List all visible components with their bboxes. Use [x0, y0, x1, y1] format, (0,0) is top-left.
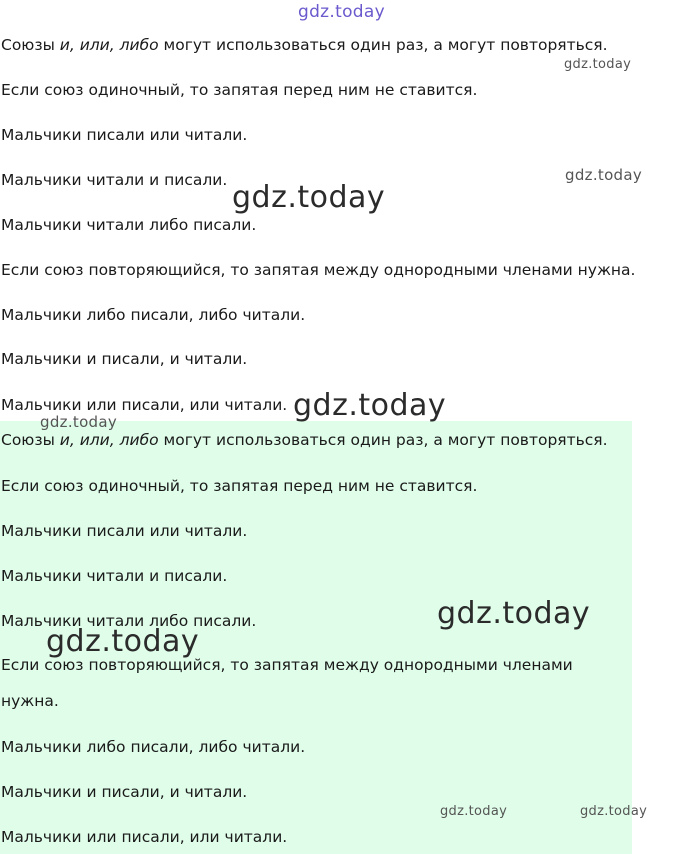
example-sentence: Мальчики либо писали, либо читали.: [1, 306, 306, 324]
example-sentence: Мальчики и писали, и читали.: [1, 350, 248, 368]
example-sentence: Мальчики и писали, и читали.: [1, 783, 248, 801]
watermark: gdz.today: [46, 624, 200, 659]
rule-paragraph: Если союз повторяющийся, то запятая между однородными членами нужна.: [1, 656, 573, 710]
watermark: gdz.today: [565, 166, 643, 184]
example-sentence: Мальчики писали или читали.: [1, 126, 248, 144]
rule-paragraph: Если союз одиночный, то запятая перед ним не ставится.: [1, 81, 478, 99]
rule-paragraph: Если союз повторяющийся, то запятая между однородными членами нужна.: [1, 261, 636, 279]
rule-paragraph: Если союз одиночный, то запятая перед ним не ставится.: [1, 477, 478, 495]
watermark: gdz.today: [40, 413, 118, 431]
rule-paragraph: [1, 35, 608, 55]
watermark: gdz.today: [564, 57, 632, 72]
watermark: gdz.today: [232, 180, 386, 215]
text-run: Союзы: [1, 36, 60, 54]
watermark: gdz.today: [298, 2, 385, 22]
watermark: gdz.today: [293, 388, 447, 423]
example-sentence: Мальчики либо писали, либо читали.: [1, 738, 306, 756]
conjunctions-emphasis: и, или, либо: [59, 431, 159, 449]
example-sentence: Мальчики читали либо писали.: [1, 216, 257, 234]
example-sentence: Мальчики читали и писали.: [1, 171, 228, 189]
watermark: gdz.today: [437, 596, 591, 631]
conjunctions-emphasis: и, или, либо: [59, 36, 159, 54]
watermark: gdz.today: [580, 804, 648, 819]
rule-paragraph: [1, 430, 608, 450]
example-sentence: Мальчики или писали, или читали.: [1, 396, 288, 414]
text-run: Союзы: [1, 431, 60, 449]
example-sentence: Мальчики писали или читали.: [1, 522, 248, 540]
example-sentence: Мальчики читали либо писали.: [1, 612, 257, 630]
watermark: gdz.today: [440, 804, 508, 819]
text-run: могут использоваться один раз, а могут повторяться.: [158, 36, 608, 54]
example-sentence: Мальчики читали и писали.: [1, 567, 228, 585]
text-run: могут использоваться один раз, а могут повторяться.: [158, 431, 608, 449]
example-sentence: Мальчики или писали, или читали.: [1, 828, 288, 846]
